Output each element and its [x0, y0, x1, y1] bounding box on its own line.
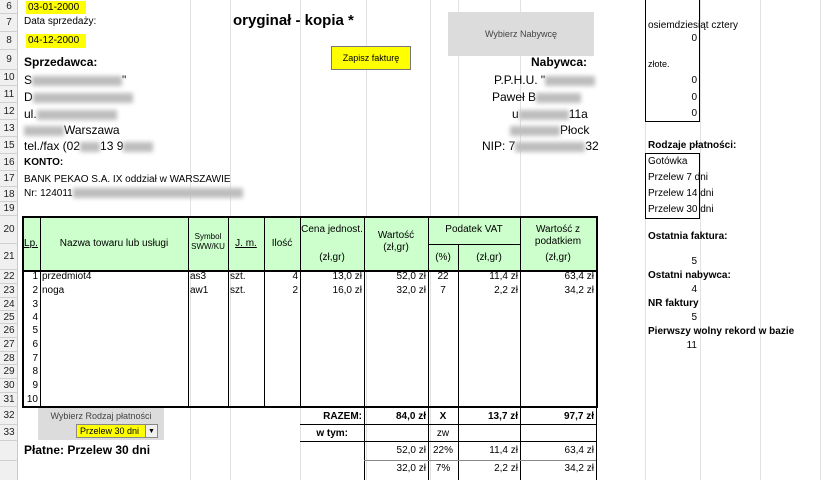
- payment-types-label: Rodzaje płatności:: [648, 140, 737, 151]
- cell-jm[interactable]: szt.: [230, 285, 246, 296]
- cell-price[interactable]: 13,0 zł: [332, 271, 362, 282]
- row-number[interactable]: 11: [0, 86, 18, 103]
- col-header-vat-pct: (%): [435, 252, 451, 263]
- payment-type-item: Przelew 14 dni: [648, 188, 714, 199]
- rate-value: 32,0 zł: [396, 463, 426, 474]
- seller-line4: Warszawa: [24, 123, 120, 137]
- row-number[interactable]: 9: [0, 50, 18, 70]
- total-vat: 13,7 zł: [487, 411, 518, 422]
- buyer-nip: NIP: 7 32: [482, 139, 599, 153]
- buyer-heading: Nabywca:: [531, 55, 588, 69]
- row-number[interactable]: 17: [0, 171, 18, 187]
- sale-date-cell[interactable]: 04-12-2000: [26, 34, 86, 48]
- row-line: [300, 424, 596, 425]
- col-header-value: Wartość (zł,gr): [377, 230, 415, 253]
- total-x: X: [439, 411, 447, 422]
- cell-total[interactable]: 63,4 zł: [564, 271, 594, 282]
- row-number[interactable]: [0, 461, 18, 480]
- col-header-jm: J. m.: [235, 238, 257, 249]
- payment-terms: Płatne: Przelew 30 dni: [24, 443, 151, 457]
- cell-value[interactable]: 52,0 zł: [396, 271, 426, 282]
- col-header-vat-zl: (zł,gr): [476, 252, 502, 263]
- rate-pct: 7%: [435, 463, 451, 474]
- row-number[interactable]: 18: [0, 187, 18, 202]
- cell-lp[interactable]: 8: [32, 366, 38, 377]
- cell-lp[interactable]: 9: [32, 380, 38, 391]
- right-value: 0: [691, 108, 697, 119]
- seller-line2: D: [24, 90, 133, 104]
- row-number[interactable]: 13: [0, 120, 18, 137]
- konto-label: KONTO:: [24, 157, 64, 168]
- cell-symbol[interactable]: aw1: [190, 285, 209, 296]
- cell-total[interactable]: 34,2 zł: [564, 285, 594, 296]
- rate-vat: 2,2 zł: [494, 463, 518, 474]
- cell-vat-zl[interactable]: 11,4 zł: [489, 271, 518, 282]
- right-value: 0: [691, 92, 697, 103]
- row-number[interactable]: 26: [0, 324, 18, 338]
- invoice-number-label: NR faktury: [648, 298, 699, 309]
- total-value: 84,0 zł: [395, 411, 426, 422]
- cell-value[interactable]: 32,0 zł: [396, 285, 426, 296]
- last-buyer-value: 4: [691, 284, 697, 295]
- save-invoice-button[interactable]: [331, 46, 411, 70]
- invoice-number-value: 5: [691, 312, 697, 323]
- right-value: 0: [691, 75, 697, 86]
- cell-price[interactable]: 16,0 zł: [332, 285, 362, 296]
- cell-lp[interactable]: 5: [32, 325, 38, 336]
- cell-vat-zl[interactable]: 2,2 zł: [494, 285, 518, 296]
- row-number[interactable]: 30: [0, 379, 18, 393]
- row-number[interactable]: 29: [0, 365, 18, 379]
- rate-total: 63,4 zł: [564, 445, 594, 456]
- row-number[interactable]: 12: [0, 103, 18, 120]
- wtym-label: w tym:: [316, 428, 348, 439]
- payment-type-selected: Przelew 30 dni: [80, 426, 140, 436]
- cell-vat-pct[interactable]: 7: [440, 285, 446, 296]
- total-label: RAZEM:: [323, 411, 362, 422]
- col-line: [596, 408, 597, 480]
- row-number[interactable]: 20: [0, 216, 18, 244]
- row-line: [364, 460, 596, 461]
- last-invoice-label: Ostatnia faktura:: [648, 231, 728, 242]
- cell-lp[interactable]: 4: [32, 312, 38, 323]
- zlote-label: złote.: [648, 59, 670, 69]
- rate-pct: 22%: [432, 445, 453, 456]
- last-invoice-value: 5: [691, 256, 697, 267]
- col-header-qty: Ilość: [271, 238, 293, 249]
- row-number[interactable]: 33: [0, 425, 18, 441]
- cell-name[interactable]: przedmiot4: [42, 271, 92, 282]
- payment-type-select[interactable]: [76, 424, 158, 438]
- bank-name: BANK PEKAO S.A. IX oddział w WARSZAWIE: [24, 174, 231, 185]
- invoice-title: oryginał - kopia *: [233, 12, 354, 29]
- sale-date-label: Data sprzedaży:: [24, 16, 97, 27]
- col-header-price-unit: (zł,gr): [319, 252, 345, 263]
- payment-type-item: Gotówka: [648, 156, 688, 167]
- col-line: [300, 216, 301, 408]
- first-free-record-label: Pierwszy wolny rekord w bazie: [648, 326, 795, 337]
- grid-line: [760, 0, 761, 480]
- row-number[interactable]: 8: [0, 32, 18, 50]
- amount-in-words: osiemdziesiąt cztery: [648, 20, 739, 31]
- cell-qty[interactable]: 4: [292, 271, 298, 282]
- seller-phone: tel./fax (02 13 9: [24, 139, 153, 153]
- payment-type-item: Przelew 7 dni: [648, 172, 709, 183]
- col-header-price: Cena jednost.: [301, 224, 363, 235]
- cell-lp[interactable]: 2: [32, 285, 38, 296]
- cell-qty[interactable]: 2: [292, 285, 298, 296]
- row-number[interactable]: 21: [0, 244, 18, 270]
- row-number[interactable]: 15: [0, 137, 18, 154]
- row-line: [300, 441, 596, 442]
- choose-buyer-button[interactable]: [448, 12, 594, 56]
- rate-vat: 11,4 zł: [489, 445, 518, 456]
- payment-type-label: Wybierz Rodzaj płatności: [50, 411, 152, 421]
- cell-vat-pct[interactable]: 22: [437, 271, 449, 282]
- row-number[interactable]: 19: [0, 202, 18, 216]
- last-buyer-label: Ostatni nabywca:: [648, 270, 731, 281]
- row-number[interactable]: 32: [0, 407, 18, 425]
- row-number[interactable]: 22: [0, 270, 18, 284]
- row-number[interactable]: [0, 441, 18, 461]
- col-header-symbol: Symbol SWW/KU: [191, 232, 225, 251]
- bank-account: Nr: 124011: [24, 188, 243, 199]
- row-number[interactable]: 25: [0, 311, 18, 324]
- row-line: [428, 244, 520, 245]
- cell-jm[interactable]: szt.: [230, 271, 246, 282]
- chevron-down-icon[interactable]: ▼: [145, 425, 157, 437]
- seller-line3: ul.: [24, 107, 117, 121]
- row-number[interactable]: 27: [0, 338, 18, 352]
- col-header-lp: Lp.: [24, 238, 38, 249]
- total-with-vat: 97,7 zł: [563, 411, 594, 422]
- row-number[interactable]: 23: [0, 284, 18, 298]
- grid-line: [820, 0, 821, 480]
- buyer-line3: u 11a: [512, 107, 588, 121]
- first-free-record-value: 11: [686, 340, 697, 351]
- cell-lp[interactable]: 6: [32, 339, 38, 350]
- cell-lp[interactable]: 1: [32, 271, 38, 282]
- buyer-line4: Płock: [510, 123, 589, 137]
- invoice-date-cell[interactable]: 03-01-2000: [26, 1, 86, 14]
- save-invoice-label: Zapisz fakturę: [342, 53, 400, 63]
- col-header-total: Wartość z podatkiem: [534, 224, 582, 247]
- cell-symbol[interactable]: as3: [190, 271, 207, 282]
- col-header-name: Nazwa towaru lub usługi: [59, 238, 169, 249]
- cell-lp[interactable]: 10: [26, 394, 38, 405]
- row-number[interactable]: 28: [0, 352, 18, 365]
- cell-lp[interactable]: 7: [32, 353, 38, 364]
- buyer-line1: P.P.H.U. ": [494, 73, 595, 87]
- right-value: 0: [691, 33, 697, 44]
- row-number[interactable]: 7: [0, 14, 18, 32]
- row-number[interactable]: 24: [0, 298, 18, 311]
- row-number[interactable]: 16: [0, 154, 18, 171]
- choose-buyer-label: Wybierz Nabywcę: [485, 29, 557, 39]
- buyer-line2: Paweł B: [492, 90, 581, 104]
- payment-type-item: Przelew 30 dni: [648, 204, 714, 215]
- rate-total: 34,2 zł: [564, 463, 594, 474]
- col-header-total-unit: (zł,gr): [545, 252, 571, 263]
- seller-line1: S ": [24, 73, 127, 87]
- row-number[interactable]: 6: [0, 0, 18, 14]
- seller-heading: Sprzedawca:: [24, 55, 98, 69]
- rate-value: 52,0 zł: [396, 445, 426, 456]
- row-number[interactable]: 10: [0, 70, 18, 86]
- vat-exempt: zw: [436, 428, 450, 439]
- row-number[interactable]: 31: [0, 393, 18, 407]
- cell-name[interactable]: noga: [42, 285, 65, 296]
- cell-lp[interactable]: 3: [32, 299, 38, 310]
- col-header-vat: Podatek VAT: [445, 224, 503, 235]
- col-line: [458, 244, 459, 408]
